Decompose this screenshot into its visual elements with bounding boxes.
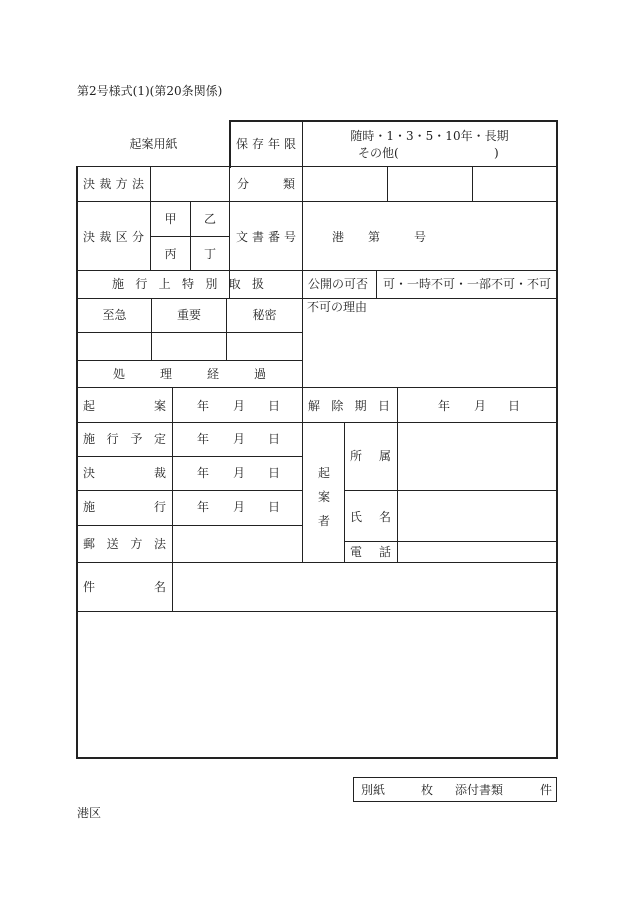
doc-number-label: 文 書 番 号: [236, 230, 296, 244]
date-year: 年: [197, 500, 210, 514]
secret-label: 秘密: [252, 308, 277, 322]
category-hei: 丙: [164, 247, 177, 261]
border-left: [76, 166, 78, 759]
border-bottom: [76, 757, 558, 759]
date-day: 日: [268, 500, 281, 514]
drafter-label: 起案者: [317, 466, 330, 528]
doc-number-dai: 第: [368, 230, 381, 244]
date-year: 年: [197, 466, 210, 480]
date-month: 月: [233, 432, 246, 446]
date-day: 日: [268, 399, 281, 413]
decision-category-label: 決 裁 区 分: [83, 230, 144, 244]
category-ko: 甲: [164, 212, 177, 226]
form-name: 起案用紙: [129, 137, 178, 151]
retention-other-suffix: ): [494, 146, 499, 160]
items-unit: 件: [540, 783, 553, 797]
border-top-right: [229, 120, 557, 122]
ward-name: 港区: [77, 806, 102, 820]
processing-label: 処 理 経 過: [113, 367, 266, 381]
subject-label: 件 名: [83, 580, 166, 594]
date-day: 日: [268, 466, 281, 480]
non-disclosure-reason-label: 不可の理由: [307, 300, 368, 314]
release-date-label: 解 除 期 日: [308, 399, 390, 413]
doc-number-go: 号: [414, 230, 427, 244]
special-handling-label: 施 行 上 特 別 取 扱: [112, 277, 264, 291]
border-title-bottom: [77, 166, 557, 167]
date-month: 月: [233, 500, 246, 514]
release-month: 月: [474, 399, 487, 413]
date-day: 日: [268, 432, 281, 446]
doc-number-port: 港: [332, 230, 345, 244]
mailing-method-label: 郵 送 方 法: [83, 537, 166, 551]
scheduled-execution-label: 施 行 予 定: [83, 432, 166, 446]
form-id: 第2号様式(1)(第20条関係): [77, 84, 223, 98]
category-otsu: 乙: [203, 212, 216, 226]
attached-docs-label: 添付書類: [455, 783, 504, 797]
title-left-divider: [229, 120, 231, 168]
date-month: 月: [233, 466, 246, 480]
release-day: 日: [508, 399, 521, 413]
sheets-unit: 枚: [421, 783, 434, 797]
urgent-label: 至急: [102, 308, 127, 322]
phone-label: 電 話: [350, 545, 391, 559]
retention-options: 随時・1・3・5・10年・長期: [350, 129, 509, 143]
disclosure-label: 公開の可否: [308, 277, 369, 291]
affiliation-label: 所 属: [350, 449, 391, 463]
execution-label: 施 行: [83, 500, 166, 514]
decision-label: 決 裁: [83, 466, 166, 480]
date-month: 月: [233, 399, 246, 413]
classification-label: 分 類: [237, 177, 295, 191]
category-tei: 丁: [203, 247, 216, 261]
retention-label: 保 存 年 限: [236, 137, 296, 151]
date-year: 年: [197, 432, 210, 446]
border-right: [556, 120, 558, 759]
important-label: 重要: [176, 308, 201, 322]
release-year: 年: [438, 399, 451, 413]
disclosure-options: 可・一時不可・一部不可・不可: [383, 277, 552, 291]
date-year: 年: [197, 399, 210, 413]
draft-label: 起 案: [83, 399, 166, 413]
separate-sheet-label: 別紙: [361, 783, 386, 797]
decision-method-label: 決 裁 方 法: [83, 177, 144, 191]
retention-other-prefix: その他(: [358, 146, 399, 160]
name-label: 氏 名: [350, 510, 391, 524]
